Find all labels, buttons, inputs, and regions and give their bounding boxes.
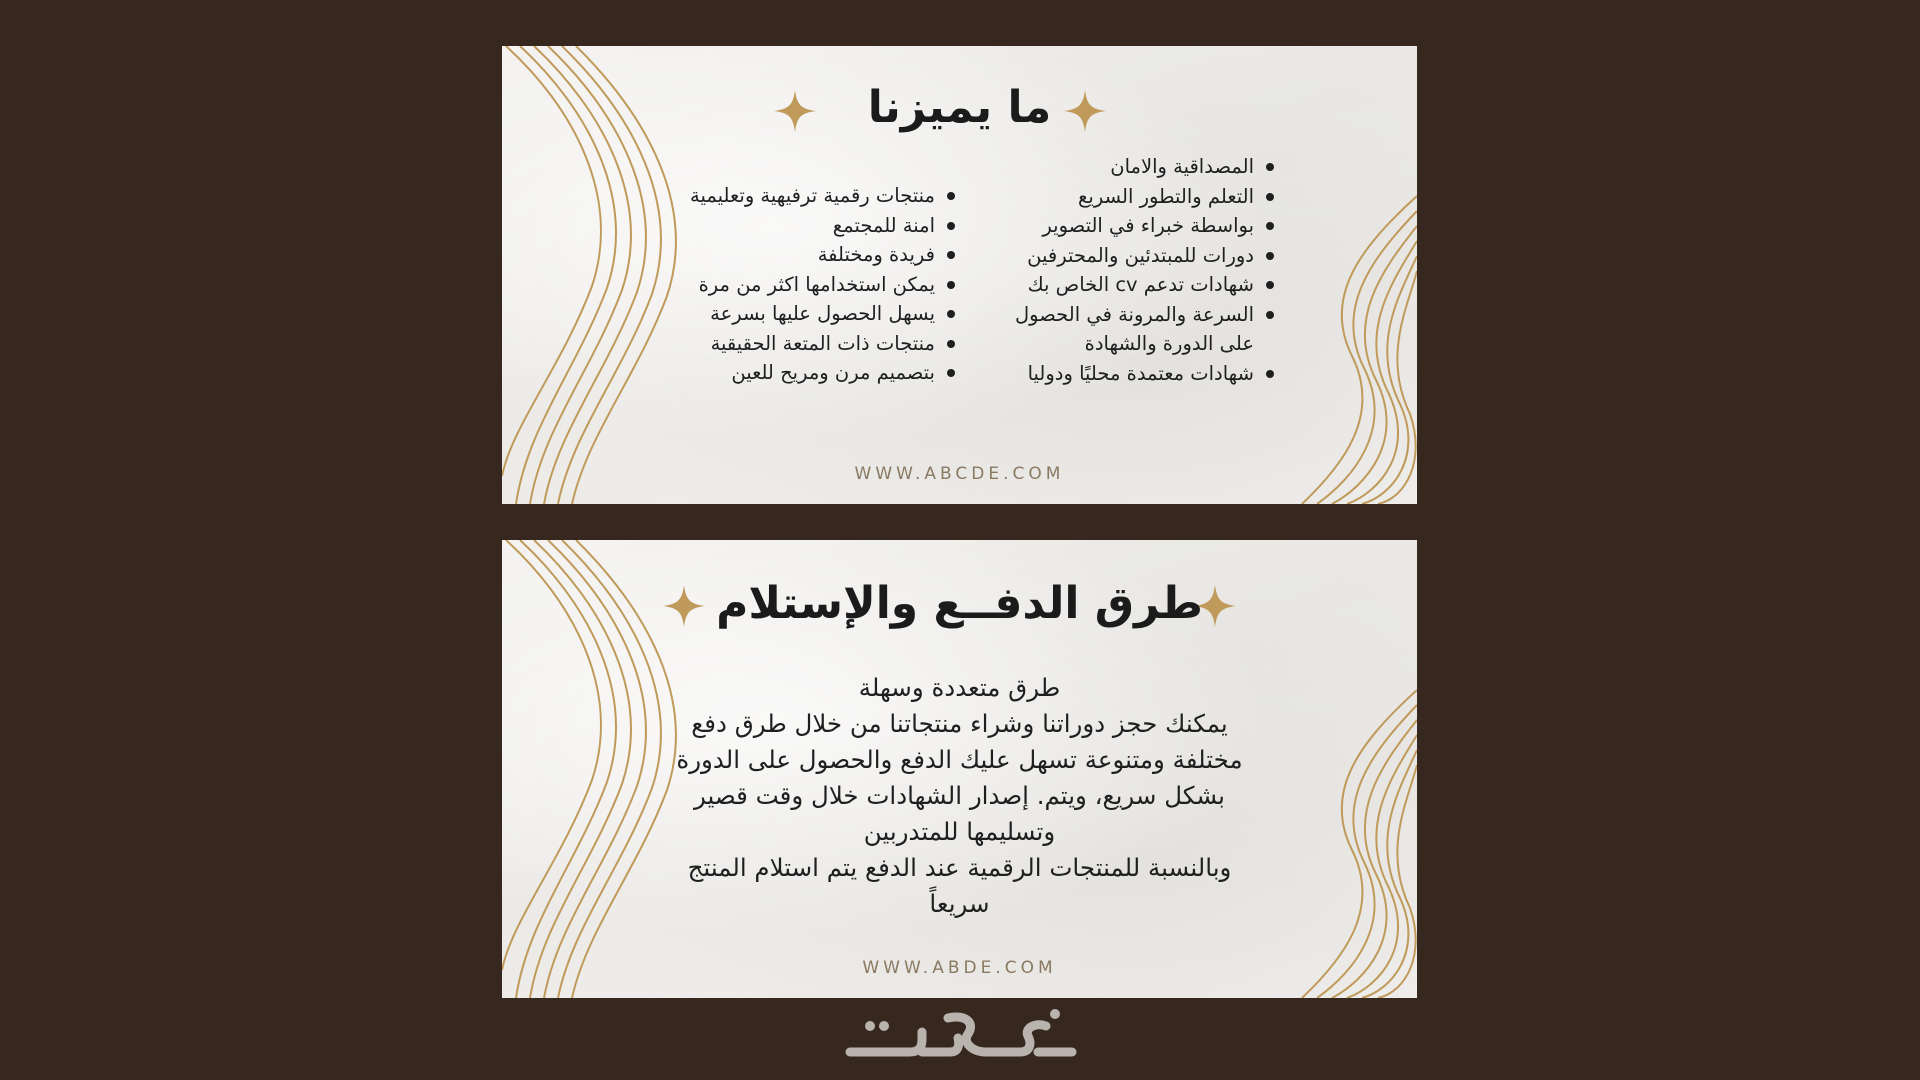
- paragraph-line: وتسليمها للمتدربين: [863, 817, 1056, 846]
- paragraph-line: بشكل سريع، ويتم. إصدار الشهادات خلال وقت قصير: [693, 781, 1226, 810]
- paragraph-line: مختلفة ومتنوعة تسهل عليك الدفع والحصول على الدورة: [676, 745, 1243, 774]
- features-card: [502, 46, 1417, 504]
- list-item: منتجات ذات المتعة الحقيقية: [690, 329, 955, 359]
- list-item: السرعة والمرونة في الحصول على الدورة والشهادة: [1015, 300, 1274, 359]
- list-item: شهادات معتمدة محليًا ودوليا: [1015, 359, 1274, 389]
- payment-card: [502, 540, 1417, 998]
- list-item: يسهل الحصول عليها بسرعة: [690, 299, 955, 329]
- list-item: منتجات رقمية ترفيهية وتعليمية: [690, 181, 955, 211]
- website-url: WWW.ABDE.COM: [862, 958, 1057, 978]
- paragraph-line: طرق متعددة وسهلة: [858, 673, 1061, 702]
- features-list-left: [690, 181, 955, 388]
- list-item: المصداقية والامان: [1015, 152, 1274, 182]
- list-item: شهادات تدعم cv الخاص بك: [1015, 270, 1274, 300]
- paragraph-line: سريعاً: [929, 889, 990, 918]
- paragraph-line: يمكنك حجز دوراتنا وشراء منتجاتنا من خلال طرق دفع: [691, 709, 1228, 738]
- card-title: ما يميزنا: [867, 82, 1052, 133]
- paragraph-line: وبالنسبة للمنتجات الرقمية عند الدفع يتم استلام المنتج: [687, 853, 1232, 882]
- list-item: فريدة ومختلفة: [690, 240, 955, 270]
- list-item: دورات للمبتدئين والمحترفين: [1015, 241, 1274, 271]
- website-url: WWW.ABCDE.COM: [854, 464, 1065, 484]
- list-item: امنة للمجتمع: [690, 211, 955, 241]
- payment-description: [612, 670, 1307, 922]
- list-item: يمكن استخدامها اكثر من مرة: [690, 270, 955, 300]
- khamsat-logo: [840, 1004, 1080, 1064]
- list-item: بتصميم مرن ومريح للعين: [690, 358, 955, 388]
- card-title: طرق الدفــع والإستلام: [716, 578, 1203, 629]
- list-item: التعلم والتطور السريع: [1015, 182, 1274, 212]
- features-list-right: [1015, 152, 1274, 388]
- list-item: بواسطة خبراء في التصوير: [1015, 211, 1274, 241]
